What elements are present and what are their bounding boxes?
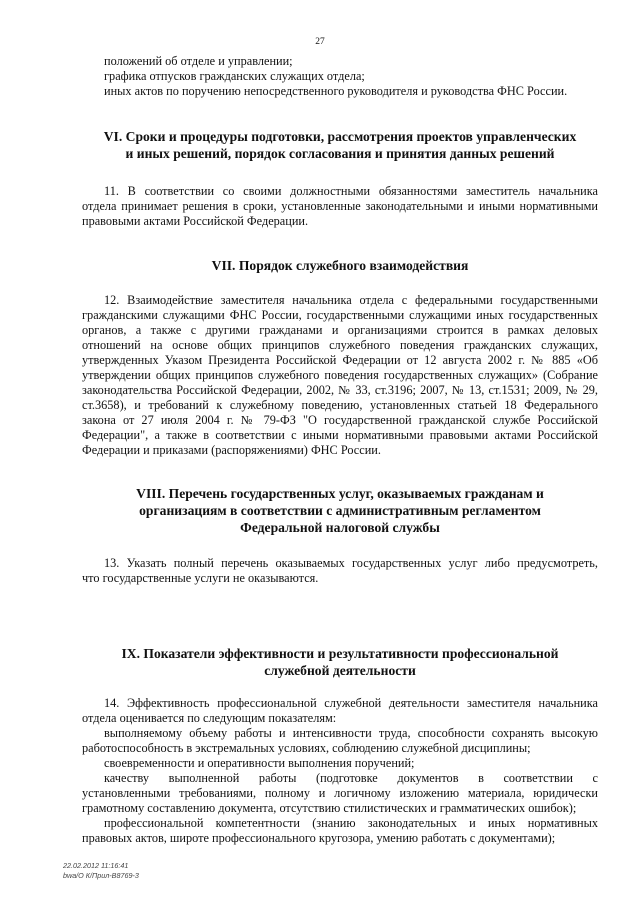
section-9-heading: IX. Показатели эффективности и результативности профессиональной служебной деятельности (121, 646, 559, 678)
section-6-heading: VI. Сроки и процедуры подготовки, рассмотрения проектов управленческих и иных решений, порядок согласования и принятия данных решений (103, 129, 577, 161)
section-8-heading: VIII. Перечень государственных услуг, оказываемых гражданам и организациям в соответствии с административным регламентом Федеральной налоговой службы (136, 486, 544, 535)
intro-list (82, 54, 598, 99)
list-item: положений об отделе и управлении; (104, 54, 293, 68)
section-9-paragraph: 14. Эффективность профессиональной служебной деятельности заместителя начальника отдела оценивается по следующим показателям: выполняемому объему работы и интенсивности труда, способности сохранять высокую работоспособность в экстремальных условиях, соблюдению служебной дисциплины; своевременности и оперативности выполнения поручений; качеству выполненной работы (подготовке документов в соответствии с установленными требованиями, полному и логичному изложению материала, юридически грамотному составлению документа, отсутствию стилистических и грамматических ошибок); профессиональной компетентности (знанию законодательных и иных нормативных правовых актов, широте профессионального кругозора, умению работать с документами); (82, 696, 598, 845)
list-item: иных актов по поручению непосредственного руководителя и руководства ФНС России. (104, 84, 568, 98)
section-7-heading: VII. Порядок служебного взаимодействия (211, 258, 469, 273)
section-7-paragraph: 12. Взаимодействие заместителя начальника отдела с федеральными государственными гражданскими служащими ФНС России, государственными служащими иных государственных органов, а также с другими гражданами и организациями строится в рамках деловых отношений на основе общих принципов служебного поведения гражданских служащих, утвержденных Указом Президента Российской Федерации от 12 августа 2002 г. № 885 «Об утверждении общих принципов служебного поведения государственных служащих» (Собрание законодательства Российской Федерации, 2002, № 33, ст.3196; 2007, № 13, ст.1531; 2009, № 29, ст.3658), и требований к служебному поведению, установленных статьей 18 Федерального закона от 27 июля 2004 г. № 79-ФЗ "О государственной гражданской службе Российской Федерации", а также в соответствии с иными нормативными правовыми актами Российской Федерации и приказами (распоряжениями) ФНС России. (82, 293, 598, 457)
footer-stamp: 22.02.2012 11:16:41 bwa/О К/Прил-B8769-3 (63, 861, 139, 880)
section-8-paragraph: 13. Указать полный перечень оказываемых государственных услуг либо предусмотреть, что государственные услуги не оказываются. (82, 556, 598, 585)
list-item: графика отпусков гражданских служащих отдела; (104, 69, 365, 83)
section-6-paragraph: 11. В соответствии со своими должностными обязанностями заместитель начальника отдела принимает решения в сроки, установленные законодательными и иными нормативными правовыми актами Российской Федерации. (82, 184, 598, 228)
page-number: 27 (315, 37, 325, 47)
